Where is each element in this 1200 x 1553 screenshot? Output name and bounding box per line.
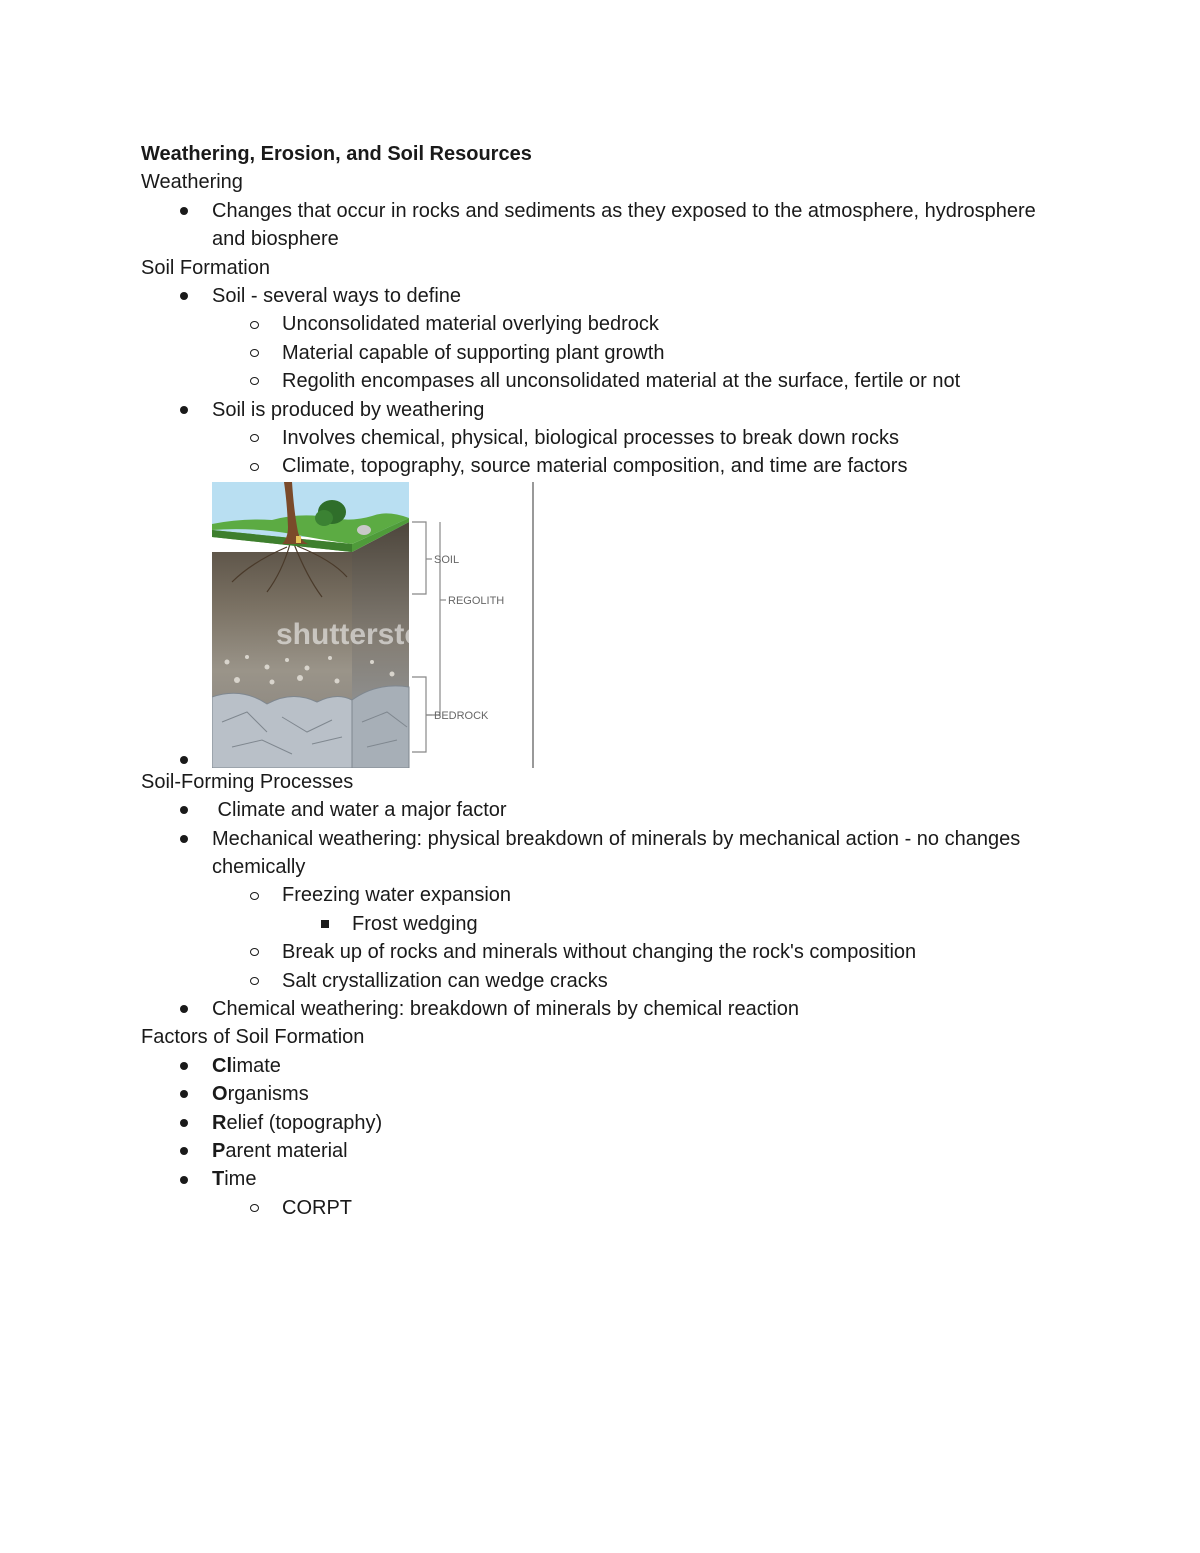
watermark: shutterstock — [276, 617, 457, 651]
bedrock-side — [352, 686, 409, 768]
bullet-dot — [177, 1109, 191, 1137]
label-bedrock: BEDROCK — [434, 709, 489, 722]
bullet-dot — [177, 796, 191, 824]
list-item: Relief (topography) — [141, 1109, 1061, 1137]
list-item: Frost wedging — [141, 910, 1061, 938]
list-item: Mechanical weathering: physical breakdown of minerals by mechanical action - no changes chemically — [141, 825, 1061, 882]
list-item: Climate and water a major factor — [141, 796, 1061, 824]
list-item: CORPT — [141, 1194, 1061, 1222]
document-title: Weathering, Erosion, and Soil Resources — [141, 143, 532, 165]
bullet-square — [318, 910, 332, 938]
list-item: Salt crystallization can wedge cracks — [141, 967, 1061, 995]
list-item: Unconsolidated material overlying bedrock — [141, 310, 1061, 338]
bullet-dot — [177, 282, 191, 310]
bullet-circle — [247, 452, 261, 480]
bullet-circle — [247, 367, 261, 395]
label-regolith: REGOLITH — [448, 594, 505, 607]
heading-weathering: Weathering — [141, 171, 243, 194]
document-body — [141, 140, 1061, 1222]
bullet-circle — [247, 881, 261, 909]
bullet-circle — [247, 967, 261, 995]
list-item: Regolith encompases all unconsolidated material at the surface, fertile or not — [141, 367, 1061, 395]
bullet-dot — [177, 745, 191, 773]
label-soil: SOIL — [434, 553, 460, 566]
list-item: Soil is produced by weathering — [141, 396, 1061, 424]
bullet-dot — [177, 995, 191, 1023]
heading-soil-forming-processes: Soil-Forming Processes — [141, 770, 354, 793]
list-item: Freezing water expansion — [141, 881, 1061, 909]
bullet-dot — [177, 396, 191, 424]
list-item: Soil - several ways to define — [141, 282, 1061, 310]
list-item: Involves chemical, physical, biological processes to break down rocks — [141, 424, 1061, 452]
bullet-circle — [247, 339, 261, 367]
bullet-dot — [177, 1080, 191, 1108]
list-item: Chemical weathering: breakdown of minerals by chemical reaction — [141, 995, 1061, 1023]
bullet-circle — [247, 424, 261, 452]
bullet-dot — [177, 197, 191, 225]
list-item: Time — [141, 1165, 1061, 1193]
bullet-circle — [247, 938, 261, 966]
bedrock-front — [212, 693, 352, 768]
bullet-dot — [177, 1052, 191, 1080]
heading-factors-of-soil-formation: Factors of Soil Formation — [141, 1026, 365, 1049]
list-item: Changes that occur in rocks and sediments as they exposed to the atmosphere, hydrosphere and biosphere — [141, 197, 1061, 254]
bullet-circle — [247, 1194, 261, 1222]
list-item: Climate, topography, source material composition, and time are factors — [141, 452, 1061, 480]
list-item-figure — [141, 481, 1061, 768]
list-item: Organisms — [141, 1080, 1061, 1108]
soil-profile-figure — [212, 482, 537, 768]
bullet-dot — [177, 825, 191, 853]
list-item: Climate — [141, 1052, 1061, 1080]
list-item: Material capable of supporting plant growth — [141, 339, 1061, 367]
heading-soil-formation: Soil Formation — [141, 256, 270, 279]
list-item: Parent material — [141, 1137, 1061, 1165]
bullet-circle — [247, 310, 261, 338]
list-item: Break up of rocks and minerals without changing the rock's composition — [141, 938, 1061, 966]
bullet-dot — [177, 1137, 191, 1165]
bullet-dot — [177, 1165, 191, 1193]
